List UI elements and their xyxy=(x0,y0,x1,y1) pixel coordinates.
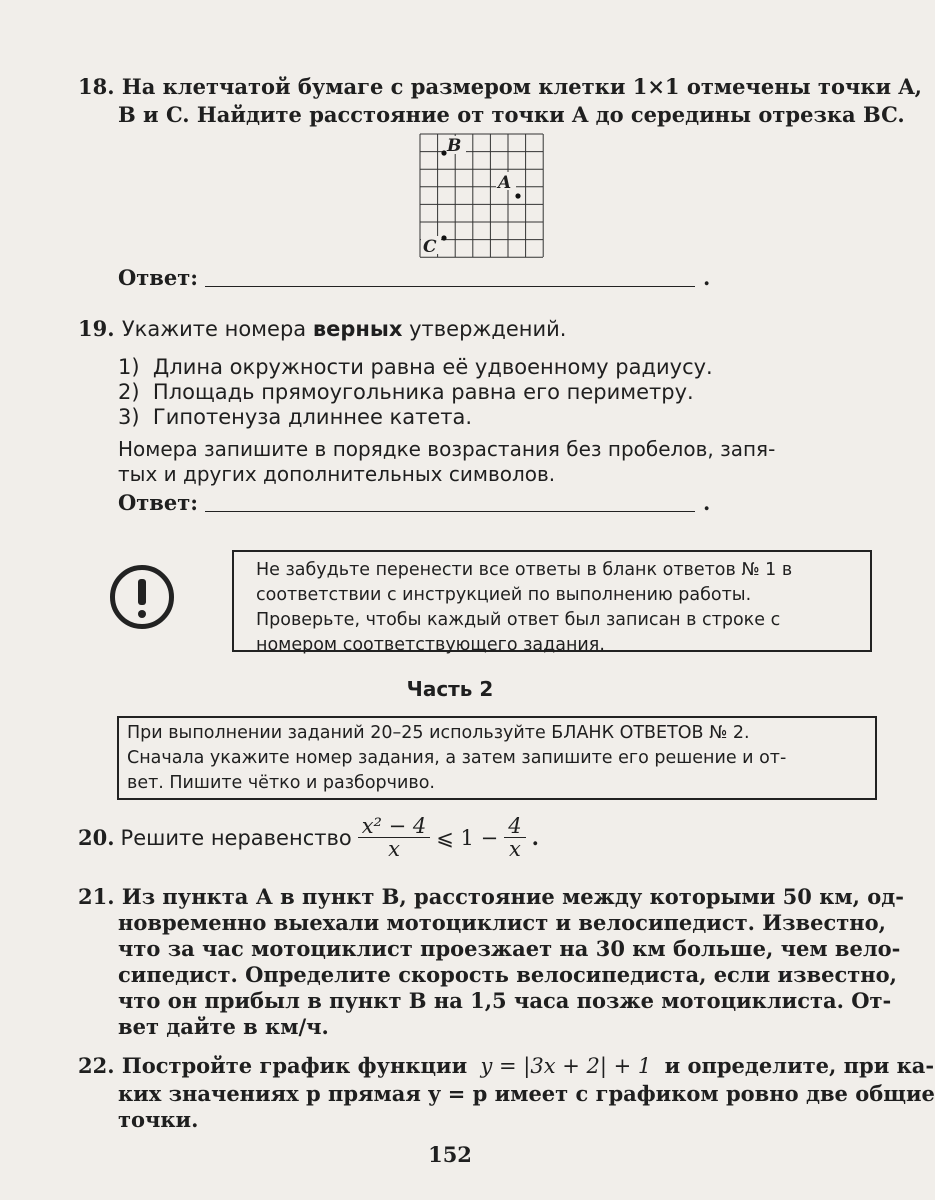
task18-number: 18. xyxy=(78,74,115,99)
task18-answer-label: Ответ: xyxy=(118,265,199,290)
task20-end: . xyxy=(531,825,539,850)
task18-answer-field xyxy=(205,286,695,287)
task19-answer-field xyxy=(205,511,695,512)
task21-line3: что за час мотоциклист проезжает на 30 км больше, чем вело- xyxy=(118,936,901,961)
task19-number: 19. xyxy=(78,316,115,341)
task22-line3: точки. xyxy=(118,1107,199,1132)
task22-post: и определите, при ка- xyxy=(664,1053,935,1078)
task19-item-3-num: 3) xyxy=(118,405,140,429)
task19-item-2-num: 2) xyxy=(118,380,140,404)
task18-text-1: На клетчатой бумаге с размером клетки 1×1 отмечены точки A, xyxy=(121,74,922,99)
task19-item-1 xyxy=(118,355,713,379)
part2-info-box xyxy=(117,716,877,800)
task18-answer-end: . xyxy=(703,265,711,290)
grid-svg xyxy=(418,132,548,262)
point-b xyxy=(441,150,446,155)
task21-line2: новременно выехали мотоциклист и велосипедист. Известно, xyxy=(118,910,886,935)
task20-relation: ⩽ 1 − xyxy=(436,825,499,850)
task20-text: Решите неравенство xyxy=(120,825,352,850)
point-c-label: C xyxy=(423,237,437,257)
part2-info-line-2: Сначала укажите номер задания, а затем запишите его решение и от- xyxy=(127,748,787,768)
page-number: 152 xyxy=(428,1142,472,1167)
task20-fraction-2 xyxy=(504,815,525,860)
part2-info-line-1: При выполнении заданий 20–25 используйте БЛАНК ОТВЕТОВ № 2. xyxy=(127,723,750,743)
task22-line1 xyxy=(78,1053,934,1078)
task19-item-1-num: 1) xyxy=(118,355,140,379)
task20-number: 20. xyxy=(78,825,115,850)
reminder-line-1: Не забудьте перенести все ответы в бланк ответов № 1 в xyxy=(256,560,793,580)
reminder-line-2: соответствии с инструкцией по выполнению работы. xyxy=(256,585,752,605)
task19-instruction-2: тых и других дополнительных символов. xyxy=(118,462,556,486)
task19-item-1-text: Длина окружности равна её удвоенному радиусу. xyxy=(152,355,713,379)
task21-line1 xyxy=(78,884,904,909)
task20-fraction-1-numerator: x² − 4 xyxy=(358,815,431,838)
task19-item-3-text: Гипотенуза длиннее катета. xyxy=(152,405,473,429)
task19-item-2 xyxy=(118,380,694,404)
point-a xyxy=(515,193,520,198)
task18-line1 xyxy=(78,74,922,99)
task19-intro-bold: верных xyxy=(312,317,403,341)
point-c xyxy=(441,235,446,240)
task20-fraction-1 xyxy=(358,815,431,860)
task19-intro-prefix: Укажите номера xyxy=(121,317,313,341)
task20-fraction-1-denominator: x xyxy=(388,837,400,861)
task21-text-1: Из пункта А в пункт В, расстояние между которыми 50 км, од- xyxy=(121,884,904,909)
task19-answer-end: . xyxy=(703,490,711,515)
reminder-line-3: Проверьте, чтобы каждый ответ был записан в строке с xyxy=(256,610,781,630)
task19-intro-suffix: утверждений. xyxy=(402,317,567,341)
task22-number: 22. xyxy=(78,1053,115,1078)
task22-line2: ких значениях p прямая y = p имеет с графиком ровно две общие xyxy=(118,1081,935,1106)
reminder-line-4: номером соответствующего задания. xyxy=(256,635,605,655)
part2-info-line-3: вет. Пишите чётко и разборчиво. xyxy=(127,773,435,793)
task19-answer-label: Ответ: xyxy=(118,490,199,515)
task18-line2: B и C. Найдите расстояние от точки A до середины отрезка BC. xyxy=(118,102,905,127)
task21-line4: сипедист. Определите скорость велосипедиста, если известно, xyxy=(118,962,897,987)
point-a-label: A xyxy=(498,173,512,193)
task20 xyxy=(78,815,539,860)
task18-grid-figure xyxy=(418,132,548,266)
task22-pre: Постройте график функции xyxy=(121,1053,468,1078)
task21-line5: что он прибыл в пункт В на 1,5 часа позже мотоциклиста. От- xyxy=(118,988,892,1013)
task19-intro xyxy=(78,316,566,341)
task21-number: 21. xyxy=(78,884,115,909)
task21-line6: вет дайте в км/ч. xyxy=(118,1014,329,1039)
task19-item-2-text: Площадь прямоугольника равна его периметру. xyxy=(152,380,694,404)
part2-heading: Часть 2 xyxy=(406,677,494,701)
reminder-box xyxy=(232,550,872,655)
task20-fraction-2-denominator: x xyxy=(508,837,521,861)
point-b-label: B xyxy=(447,136,462,156)
task19-item-3 xyxy=(118,405,472,429)
task22-formula: y = |3x + 2| + 1 xyxy=(480,1054,652,1078)
exclamation-icon xyxy=(110,565,174,629)
task19-instruction-1: Номера запишите в порядке возрастания без пробелов, запя- xyxy=(118,437,776,461)
task20-fraction-2-numerator: 4 xyxy=(504,815,525,838)
